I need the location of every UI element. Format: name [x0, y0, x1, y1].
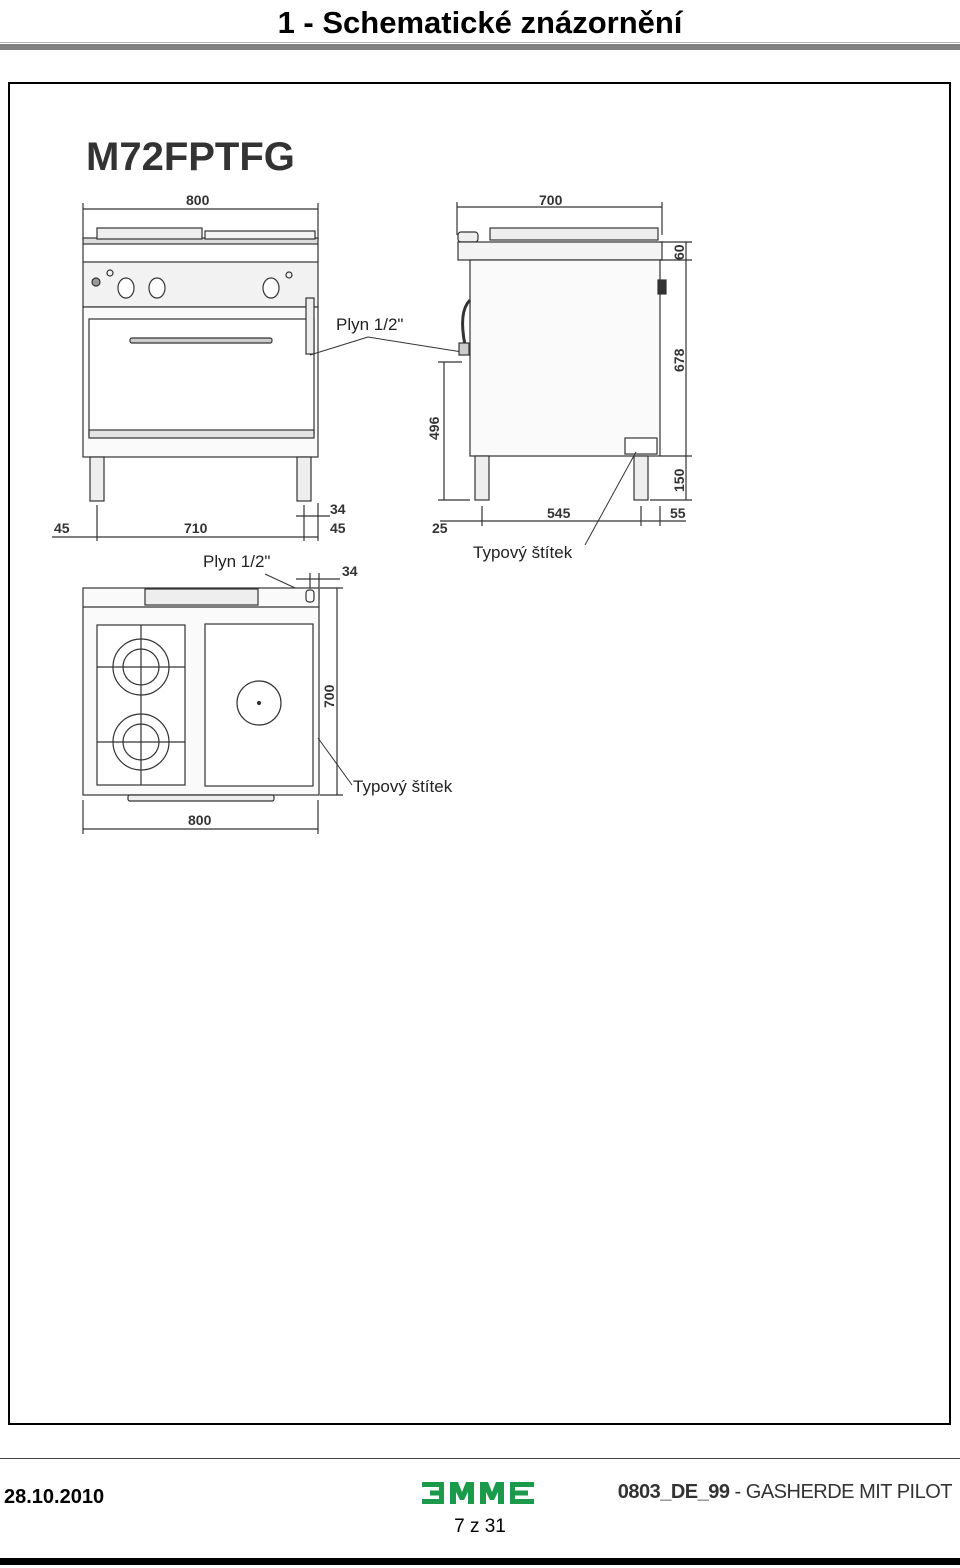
plate-label-side: Typový štítek [473, 543, 573, 562]
plate-label-top: Typový štítek [353, 777, 453, 796]
top-view [83, 573, 343, 834]
dim-800-front: 800 [186, 192, 210, 208]
dim-45-right: 45 [330, 520, 346, 536]
dim-34-top: 34 [342, 563, 358, 579]
plate-leader-side [585, 452, 636, 545]
footer-date: 28.10.2010 [4, 1486, 105, 1508]
bottom-bar [0, 1558, 960, 1565]
model-name: M72FPTFG [86, 135, 295, 179]
dim-545: 545 [547, 505, 571, 521]
dim-55: 55 [670, 505, 686, 521]
dim-34-right: 34 [330, 501, 346, 517]
dim-700-side: 700 [539, 192, 563, 208]
side-view [438, 202, 692, 526]
dim-25: 25 [432, 520, 448, 536]
dim-800-top: 800 [188, 812, 212, 828]
dim-45-left: 45 [54, 520, 70, 536]
dim-150: 150 [671, 468, 687, 492]
dim-710: 710 [184, 520, 208, 536]
gas-label-top: Plyn 1/2" [203, 552, 271, 571]
footer-rule [0, 1458, 960, 1459]
footer-doc-code [618, 1481, 952, 1504]
emme-logo [422, 1482, 538, 1504]
doc-code: 0803_DE_99 [617, 1481, 730, 1503]
dim-60: 60 [671, 244, 687, 260]
dim-496: 496 [426, 416, 442, 440]
plate-leader-top [318, 738, 352, 785]
front-view [52, 203, 330, 541]
page-title: 1 - Schematické znázornění [277, 5, 683, 40]
doc-description: - GASHERDE MIT PILOT [729, 1481, 952, 1503]
footer-page-number: 7 z 31 [454, 1516, 506, 1537]
dim-700-top: 700 [321, 684, 337, 708]
dim-678: 678 [671, 348, 687, 372]
gas-label-front: Plyn 1/2" [336, 315, 404, 334]
gas-leader-lines [310, 337, 462, 355]
